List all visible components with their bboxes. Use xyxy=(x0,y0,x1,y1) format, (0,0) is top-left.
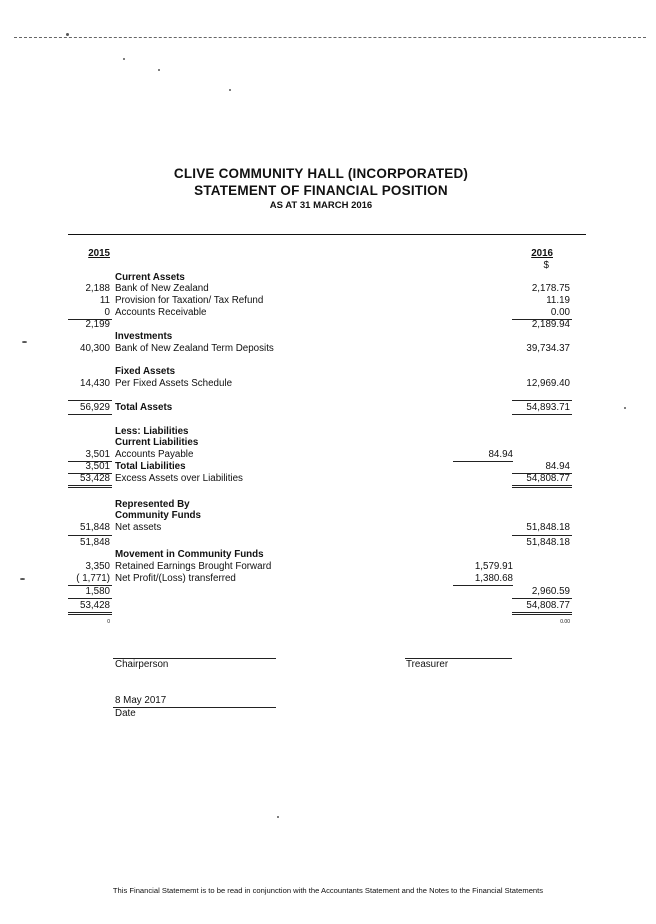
current-assets-heading: Current Assets xyxy=(115,272,185,283)
check-current: 0.00 xyxy=(560,619,570,625)
fixed-schedule-prior: 14,430 xyxy=(80,378,110,389)
net-assets-rule-left xyxy=(68,535,112,536)
signing-date: 8 May 2017 xyxy=(115,695,167,706)
fixed-assets-heading: Fixed Assets xyxy=(115,366,176,377)
movement-total-rule-right xyxy=(512,598,572,599)
total-assets-underline-right xyxy=(512,414,572,415)
excess-double-rule-right-2 xyxy=(512,487,572,488)
represented-by-heading: Represented By xyxy=(115,499,190,510)
receivable-prior: 0 xyxy=(104,307,110,318)
net-profit-mid: 1,380.68 xyxy=(474,573,513,584)
movement-rule-mid xyxy=(453,585,513,586)
net-assets-current: 51,848.18 xyxy=(526,522,570,533)
net-assets-total-current: 51,848.18 xyxy=(526,537,570,548)
investments-heading: Investments xyxy=(115,331,173,342)
date-label: Date xyxy=(115,708,136,719)
tax-current: 11.19 xyxy=(546,295,570,306)
treasurer-label: Treasurer xyxy=(406,659,449,670)
total-assets-prior: 56,929 xyxy=(80,402,110,413)
scan-speck xyxy=(277,816,279,818)
excess-assets-prior: 53,428 xyxy=(80,473,110,484)
check-prior: 0 xyxy=(107,619,110,625)
date-line xyxy=(113,707,276,708)
less-liabilities-heading: Less: Liabilities xyxy=(115,426,189,437)
net-profit-prior: ( 1,771) xyxy=(76,573,110,584)
net-assets-total-prior: 51,848 xyxy=(80,537,110,548)
movement-total-current: 2,960.59 xyxy=(531,586,570,597)
current-assets-total-current: 2,189.94 xyxy=(531,319,570,330)
header-rule xyxy=(68,234,586,235)
grand-double-rule-right-1 xyxy=(512,612,572,613)
bank-current: 2,178.75 xyxy=(531,283,570,294)
term-deposits-current: 39,734.37 xyxy=(526,343,570,354)
net-assets-label: Net assets xyxy=(115,522,162,533)
grand-total-prior: 53,428 xyxy=(80,600,110,611)
total-liabilities-label: Total Liabilities xyxy=(115,461,186,472)
statement-title: STATEMENT OF FINANCIAL POSITION xyxy=(194,183,448,198)
retained-earnings-label: Retained Earnings Brought Forward xyxy=(115,561,272,572)
tax-prior: 11 xyxy=(99,295,110,306)
column-2016: 2016 xyxy=(531,248,553,259)
accounts-payable-label: Accounts Payable xyxy=(115,449,194,460)
bank-prior: 2,188 xyxy=(85,283,110,294)
as-at-date: AS AT 31 MARCH 2016 xyxy=(269,200,373,211)
grand-double-rule-left-1 xyxy=(68,612,112,613)
grand-double-rule-left-2 xyxy=(68,614,112,615)
net-assets-prior: 51,848 xyxy=(80,522,110,533)
receivable-current: 0.00 xyxy=(550,307,570,318)
total-assets-rule-right xyxy=(512,400,572,401)
net-assets-rule-right xyxy=(512,535,572,536)
fixed-schedule-label: Per Fixed Assets Schedule xyxy=(115,378,233,389)
accounts-payable-mid: 84.94 xyxy=(488,449,513,460)
scan-speck xyxy=(22,341,27,343)
current-liabilities-heading: Current Liabilities xyxy=(115,437,199,448)
total-assets-current: 54,893.71 xyxy=(526,402,570,413)
org-name: CLIVE COMMUNITY HALL (INCORPORATED) xyxy=(173,166,469,181)
movement-total-rule-left xyxy=(68,598,112,599)
movement-total-prior: 1,580 xyxy=(85,586,110,597)
scan-top-line xyxy=(14,37,646,38)
column-2015: 2015 xyxy=(88,248,110,259)
scan-speck xyxy=(229,89,231,91)
fixed-schedule-current: 12,969.40 xyxy=(526,378,570,389)
grand-double-rule-right-2 xyxy=(512,614,572,615)
scan-speck xyxy=(624,407,626,409)
tax-label: Provision for Taxation/ Tax Refund xyxy=(115,295,264,306)
accounts-payable-prior: 3,501 xyxy=(85,449,110,460)
excess-assets-current: 54,808.77 xyxy=(526,473,570,484)
grand-total-current: 54,808.77 xyxy=(526,600,570,611)
total-assets-label: Total Assets xyxy=(115,402,173,413)
term-deposits-prior: 40,300 xyxy=(80,343,110,354)
community-funds-heading: Community Funds xyxy=(115,510,201,521)
excess-double-rule-left-1 xyxy=(68,485,112,486)
excess-double-rule-right-1 xyxy=(512,485,572,486)
chairperson-label: Chairperson xyxy=(115,659,169,670)
movement-heading: Movement in Community Funds xyxy=(115,549,264,560)
scan-speck xyxy=(20,578,25,580)
total-assets-rule-left xyxy=(68,400,112,401)
retained-earnings-mid: 1,579.91 xyxy=(474,561,513,572)
net-profit-label: Net Profit/(Loss) transferred xyxy=(115,573,236,584)
currency-symbol: $ xyxy=(543,260,549,271)
scan-speck xyxy=(123,58,125,60)
receivable-label: Accounts Receivable xyxy=(115,307,207,318)
scan-speck xyxy=(158,69,160,71)
total-liabilities-current: 84.94 xyxy=(545,461,570,472)
excess-double-rule-left-2 xyxy=(68,487,112,488)
footer-note: This Financial Statememt is to be read in conjunction with the Accountants Statement and the Notes to the Financial Statements xyxy=(112,886,544,895)
bank-label: Bank of New Zealand xyxy=(115,283,209,294)
total-assets-underline-left xyxy=(68,414,112,415)
retained-earnings-prior: 3,350 xyxy=(85,561,110,572)
current-assets-total-prior: 2,199 xyxy=(85,319,110,330)
payable-rule-mid xyxy=(453,461,513,462)
term-deposits-label: Bank of New Zealand Term Deposits xyxy=(115,343,274,354)
total-liabilities-prior: 3,501 xyxy=(85,461,110,472)
excess-assets-label: Excess Assets over Liabilities xyxy=(115,473,243,484)
scan-speck xyxy=(66,33,69,36)
